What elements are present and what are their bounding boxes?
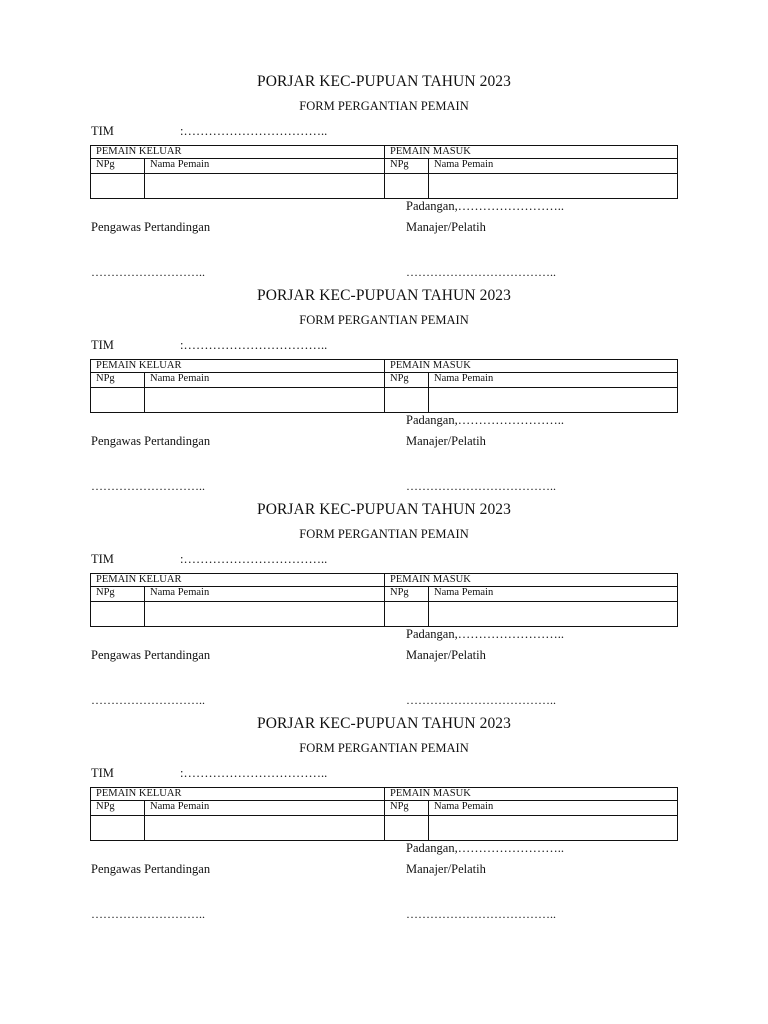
substitution-form-3 — [0, 501, 768, 715]
supervisor-label: Pengawas Pertandingan — [91, 648, 211, 662]
in-name-header: Nama Pemain — [429, 373, 678, 388]
team-name-field[interactable]: :…………………………….. — [180, 766, 328, 780]
supervisor-signature-line[interactable]: ……………………….. — [91, 479, 205, 493]
form-subtitle: FORM PERGANTIAN PEMAIN — [299, 99, 469, 113]
out-npg-cell[interactable] — [91, 816, 145, 841]
form-title: PORJAR KEC-PUPUAN TAHUN 2023 — [256, 501, 512, 518]
manager-signature-line[interactable]: ……………………………….. — [406, 479, 556, 493]
players-in-header: PEMAIN MASUK — [385, 360, 678, 373]
in-name-header: Nama Pemain — [429, 801, 678, 816]
out-name-header: Nama Pemain — [145, 801, 385, 816]
out-name-header: Nama Pemain — [145, 587, 385, 602]
players-in-header: PEMAIN MASUK — [385, 146, 678, 159]
in-npg-cell[interactable] — [385, 602, 429, 627]
team-label: TIM — [91, 124, 114, 138]
in-npg-header: NPg — [385, 801, 429, 816]
out-npg-cell[interactable] — [91, 602, 145, 627]
form-title: PORJAR KEC-PUPUAN TAHUN 2023 — [256, 287, 512, 304]
in-npg-header: NPg — [385, 587, 429, 602]
out-npg-header: NPg — [91, 373, 145, 388]
in-name-cell[interactable] — [429, 816, 678, 841]
out-npg-cell[interactable] — [91, 174, 145, 199]
out-name-header: Nama Pemain — [145, 159, 385, 174]
substitution-form-4 — [0, 715, 768, 929]
manager-label: Manajer/Pelatih — [406, 434, 486, 448]
out-name-header: Nama Pemain — [145, 373, 385, 388]
form-subtitle: FORM PERGANTIAN PEMAIN — [299, 313, 469, 327]
substitution-table — [90, 787, 678, 841]
out-name-cell[interactable] — [145, 816, 385, 841]
in-npg-header: NPg — [385, 373, 429, 388]
supervisor-label: Pengawas Pertandingan — [91, 862, 211, 876]
substitution-table — [90, 359, 678, 413]
team-name-field[interactable]: :…………………………….. — [180, 124, 328, 138]
players-out-header: PEMAIN KELUAR — [91, 360, 385, 373]
in-name-cell[interactable] — [429, 602, 678, 627]
form-title: PORJAR KEC-PUPUAN TAHUN 2023 — [256, 715, 512, 732]
in-npg-cell[interactable] — [385, 388, 429, 413]
form-subtitle: FORM PERGANTIAN PEMAIN — [299, 741, 469, 755]
players-out-header: PEMAIN KELUAR — [91, 574, 385, 587]
in-name-header: Nama Pemain — [429, 159, 678, 174]
in-npg-cell[interactable] — [385, 816, 429, 841]
in-name-cell[interactable] — [429, 388, 678, 413]
out-name-cell[interactable] — [145, 174, 385, 199]
form-subtitle: FORM PERGANTIAN PEMAIN — [299, 527, 469, 541]
out-npg-cell[interactable] — [91, 388, 145, 413]
in-name-cell[interactable] — [429, 174, 678, 199]
in-name-header: Nama Pemain — [429, 587, 678, 602]
out-name-cell[interactable] — [145, 602, 385, 627]
form-title: PORJAR KEC-PUPUAN TAHUN 2023 — [256, 73, 512, 90]
manager-signature-line[interactable]: ……………………………….. — [406, 265, 556, 279]
players-in-header: PEMAIN MASUK — [385, 574, 678, 587]
players-out-header: PEMAIN KELUAR — [91, 146, 385, 159]
manager-label: Manajer/Pelatih — [406, 220, 486, 234]
out-name-cell[interactable] — [145, 388, 385, 413]
substitution-table — [90, 573, 678, 627]
players-in-header: PEMAIN MASUK — [385, 788, 678, 801]
manager-signature-line[interactable]: ……………………………….. — [406, 693, 556, 707]
place-date-line[interactable]: Padangan,…………………….. — [406, 199, 564, 213]
team-label: TIM — [91, 338, 114, 352]
supervisor-signature-line[interactable]: ……………………….. — [91, 907, 205, 921]
supervisor-signature-line[interactable]: ……………………….. — [91, 265, 205, 279]
team-label: TIM — [91, 766, 114, 780]
team-name-field[interactable]: :…………………………….. — [180, 552, 328, 566]
team-label: TIM — [91, 552, 114, 566]
supervisor-label: Pengawas Pertandingan — [91, 220, 211, 234]
place-date-line[interactable]: Padangan,…………………….. — [406, 413, 564, 427]
place-date-line[interactable]: Padangan,…………………….. — [406, 627, 564, 641]
supervisor-label: Pengawas Pertandingan — [91, 434, 211, 448]
substitution-form-2 — [0, 287, 768, 501]
out-npg-header: NPg — [91, 801, 145, 816]
in-npg-cell[interactable] — [385, 174, 429, 199]
out-npg-header: NPg — [91, 587, 145, 602]
substitution-table — [90, 145, 678, 199]
team-name-field[interactable]: :…………………………….. — [180, 338, 328, 352]
supervisor-signature-line[interactable]: ……………………….. — [91, 693, 205, 707]
manager-label: Manajer/Pelatih — [406, 648, 486, 662]
place-date-line[interactable]: Padangan,…………………….. — [406, 841, 564, 855]
players-out-header: PEMAIN KELUAR — [91, 788, 385, 801]
substitution-form-1 — [0, 73, 768, 287]
out-npg-header: NPg — [91, 159, 145, 174]
in-npg-header: NPg — [385, 159, 429, 174]
manager-signature-line[interactable]: ……………………………….. — [406, 907, 556, 921]
manager-label: Manajer/Pelatih — [406, 862, 486, 876]
